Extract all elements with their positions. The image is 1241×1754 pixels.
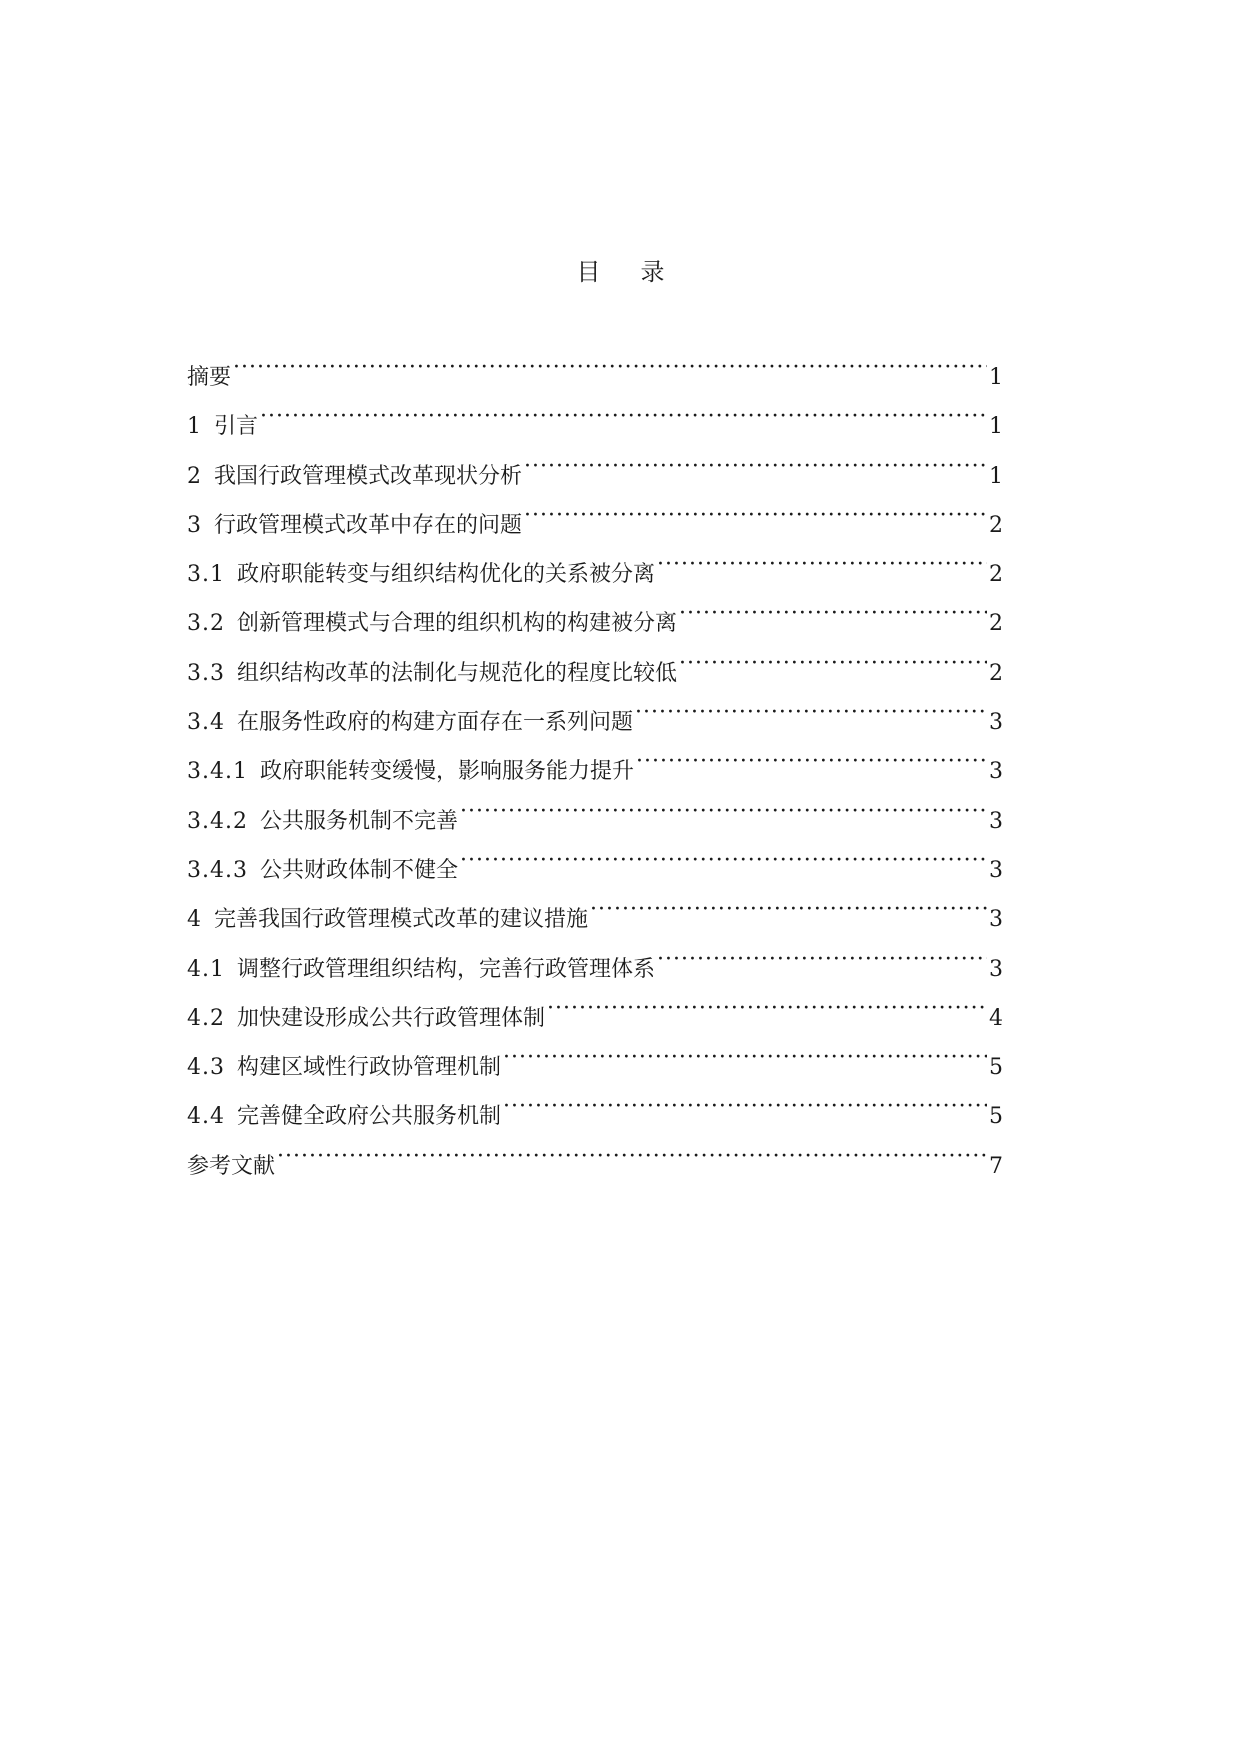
toc-entry-title: 公共服务机制不完善 [259,808,458,834]
toc-entry-number: 3.2 [187,611,225,637]
toc-entry-number: 4.3 [187,1055,225,1081]
toc-entry-title: 公共财政体制不健全 [259,857,458,883]
toc-entry-page-number: 2 [989,562,1003,588]
toc-entry-number: 3.4.3 [187,857,248,883]
toc-dot-leader [635,697,987,729]
toc-entry-page-number: 3 [989,710,1003,736]
toc-entry[interactable] [187,697,1003,746]
toc-dot-leader [277,1141,987,1173]
toc-entry-page-number: 1 [989,365,1003,390]
toc-dot-leader [679,648,987,680]
toc-dot-leader [524,451,987,483]
toc-entry-page-number: 1 [989,414,1003,440]
toc-entry-page-number: 3 [989,759,1003,785]
toc-dot-leader [503,1042,987,1074]
toc-dot-leader [636,746,987,778]
toc-entry-title: 引言 [214,414,259,440]
toc-entry[interactable] [187,944,1003,993]
toc-dot-leader [590,894,987,926]
toc-entry-number: 4.4 [187,1104,225,1130]
toc-entry-page-number: 2 [989,512,1003,538]
toc-entry-title: 摘要 [187,365,232,390]
toc-entry-page-number: 3 [989,956,1003,982]
toc-entry-page-number: 2 [989,611,1003,637]
toc-entry-number: 1 [187,414,202,440]
toc-entry-title: 构建区域性行政协管理机制 [237,1055,502,1081]
toc-dot-leader [460,845,987,877]
toc-entry-number: 4.2 [187,1005,225,1031]
toc-entry-title: 我国行政管理模式改革现状分析 [214,463,523,489]
toc-entry-title: 加快建设形成公共行政管理体制 [237,1005,546,1031]
toc-dot-leader [460,796,987,828]
toc-dot-leader [679,598,987,630]
toc-entry-title: 在服务性政府的构建方面存在一系列问题 [237,710,634,736]
toc-dot-leader [657,549,987,581]
toc-entry-page-number: 3 [989,857,1003,883]
toc-dot-leader [233,352,987,384]
toc-entry-number: 4.1 [187,956,225,982]
toc-entry[interactable] [187,401,1003,450]
toc-entry-page-number: 5 [989,1055,1003,1081]
toc-entry-number: 3.1 [187,562,225,588]
toc-entry-title: 政府职能转变与组织结构优化的关系被分离 [237,562,656,588]
toc-entry-page-number: 3 [989,907,1003,933]
toc-entry-page-number: 3 [989,808,1003,834]
table-of-contents [187,352,1003,1190]
toc-entry[interactable] [187,746,1003,795]
toc-entry-title: 调整行政管理组织结构，完善行政管理体系 [237,956,656,982]
toc-entry-title: 组织结构改革的法制化与规范化的程度比较低 [237,660,678,686]
toc-entry-page-number: 1 [989,463,1003,489]
toc-entry-title: 参考文献 [187,1153,276,1179]
toc-entry[interactable] [187,648,1003,697]
toc-entry-number: 3.4.1 [187,759,248,785]
toc-entry[interactable] [187,1042,1003,1091]
toc-entry[interactable] [187,1091,1003,1140]
toc-entry-page-number: 4 [989,1005,1003,1031]
toc-entry-page-number: 2 [989,660,1003,686]
toc-entry[interactable] [187,993,1003,1042]
toc-entry-title: 行政管理模式改革中存在的问题 [214,512,523,538]
toc-entry[interactable] [187,894,1003,943]
toc-dot-leader [524,500,987,532]
toc-dot-leader [260,401,987,433]
toc-entry[interactable] [187,845,1003,894]
toc-dot-leader [547,993,987,1025]
toc-entry-title: 完善我国行政管理模式改革的建议措施 [214,907,589,933]
toc-entry[interactable] [187,451,1003,500]
toc-entry-title: 政府职能转变缓慢，影响服务能力提升 [259,759,634,785]
toc-entry-number: 4 [187,907,202,933]
toc-title: 目录 [576,258,705,286]
toc-entry[interactable] [187,500,1003,549]
toc-dot-leader [503,1091,987,1123]
toc-entry-number: 3 [187,512,202,538]
toc-entry[interactable] [187,352,1003,401]
toc-entry-number: 3.4.2 [187,808,248,834]
toc-entry-number: 3.4 [187,710,225,736]
toc-entry-number: 3.3 [187,660,225,686]
toc-entry-title: 完善健全政府公共服务机制 [237,1104,502,1130]
toc-entry[interactable] [187,796,1003,845]
toc-entry[interactable] [187,549,1003,598]
toc-entry-number: 2 [187,463,202,489]
toc-entry[interactable] [187,598,1003,647]
toc-entry-page-number: 5 [989,1104,1003,1130]
toc-entry-page-number: 7 [989,1153,1003,1179]
toc-dot-leader [657,944,987,976]
toc-entry-title: 创新管理模式与合理的组织机构的构建被分离 [237,611,678,637]
toc-entry[interactable] [187,1141,1003,1190]
